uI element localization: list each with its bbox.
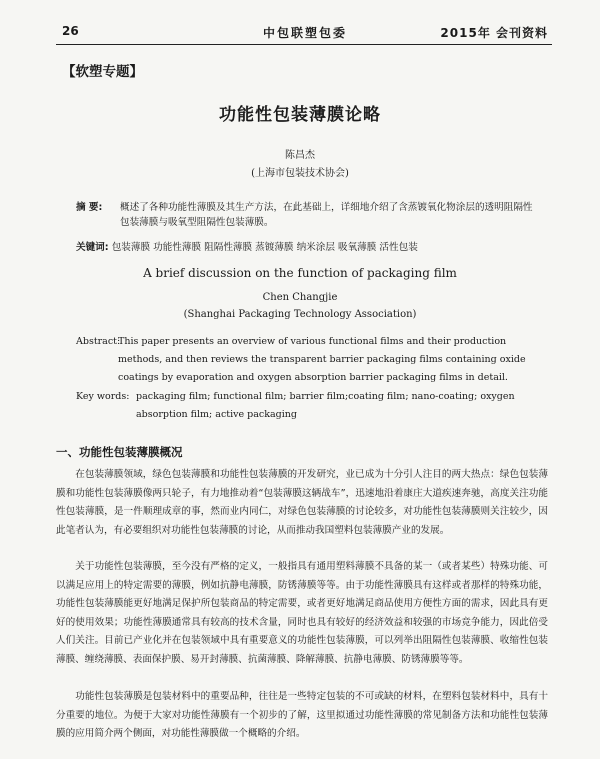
keywords-cn-label: 关键词: [76,242,109,253]
body-paragraph-2: 关于功能性包装薄膜，至今没有严格的定义，一般指具有通用塑料薄膜不具备的某一（或者某些）特殊功能、可以满足应用上的特定需要的薄膜，例如抗静电薄膜，防锈薄膜等等。由于功能性薄膜具有这样或者那样的特殊功能，功能性包装薄膜能更好地满足保护所包装商品的特定需要，或者更好地满足商品使用方便性方面的需求，因此具有更好的使用效果；功能性薄膜通常具有较高的技术含量，同时也具有较好的经济效益和较强的市场竞争能力，因此倍受人们关注。目前已产业化并在包装领域中具有重要意义的功能性包装薄膜，可以列举出阻隔性包装薄膜、收缩性包装薄膜、缠绕薄膜、表面保护膜、易开封薄膜、抗菌薄膜、降解薄膜、抗静电薄膜、防锈薄膜等等。 [56,561,548,665]
english-keywords [76,388,538,424]
author-affiliation: (上海市包装技术协会) [251,168,349,179]
english-author: Chen Changjie [262,292,338,303]
author-name: 陈昌杰 [285,150,315,161]
section-heading: 一、功能性包装薄膜概况 [56,445,183,459]
keywords-cn-text: 包装薄膜 功能性薄膜 阻隔性薄膜 蒸镀薄膜 纳米涂层 吸氧薄膜 活性包装 [111,242,418,253]
body-paragraph-1: 在包装薄膜领域，绿色包装薄膜和功能性包装薄膜的开发研究，业已成为十分引人注目的两大热点：绿色包装薄膜和功能性包装薄膜像两只轮子，有力地推动着“包装薄膜这辆战车”，迅速地沿着康庄大道疾速奔驰，高度关注功能性包装薄膜，是一件顺理成章的事，然而业内同仁，对绿色包装薄膜的讨论较多，对功能性包装薄膜则关注较少，因此笔者认为，有必要组织对功能性包装薄膜的讨论，从而推动我国塑料包装薄膜产业的发展。 [56,469,548,536]
year-section: 2015年 会刊资料 [440,26,548,40]
english-abstract [76,333,538,387]
column-tag: 【软塑专题】 [62,64,143,80]
english-keywords-text: packaging film; functional film; barrier film;coating film; nano-coating; oxygen absorption film; active packaging [136,391,515,420]
english-title: A brief discussion on the function of packaging film [143,266,457,280]
abstract-cn [76,200,534,230]
paper-title: 功能性包装薄膜论略 [219,105,381,125]
english-abstract-text: This paper presents an overview of various functional films and their production methods, and then reviews the transparent barrier packaging films containing oxide coatings by evaporation and oxygen absorption barrier packaging films in detail. [118,336,526,383]
english-abstract-label: Abstract: [76,336,121,347]
abstract-cn-text: 概述了各种功能性薄膜及其生产方法，在此基础上，详细地介绍了含蒸镀氧化物涂层的透明阻隔性包装薄膜与吸氧型阻隔性包装薄膜。 [120,202,533,228]
english-keywords-label: Key words: [76,391,130,402]
english-affiliation: (Shanghai Packaging Technology Association) [183,309,417,320]
body-paragraph-3: 功能性包装薄膜是包装材料中的重要品种，往往是一些特定包装的不可或缺的材料，在塑料包装材料中，具有十分重要的地位。为便于大家对功能性薄膜有一个初步的了解，这里拟通过功能性薄膜的常见制备方法和功能性包装薄膜的应用简介两个侧面，对功能性薄膜做一个概略的介绍。 [56,691,548,739]
page-number: 26 [62,24,79,38]
running-header [62,24,548,44]
journal-name: 中包联塑包委 [262,26,347,40]
header-rule [56,44,552,45]
abstract-cn-label: 摘 要: [76,202,103,213]
keywords-cn [76,239,534,253]
